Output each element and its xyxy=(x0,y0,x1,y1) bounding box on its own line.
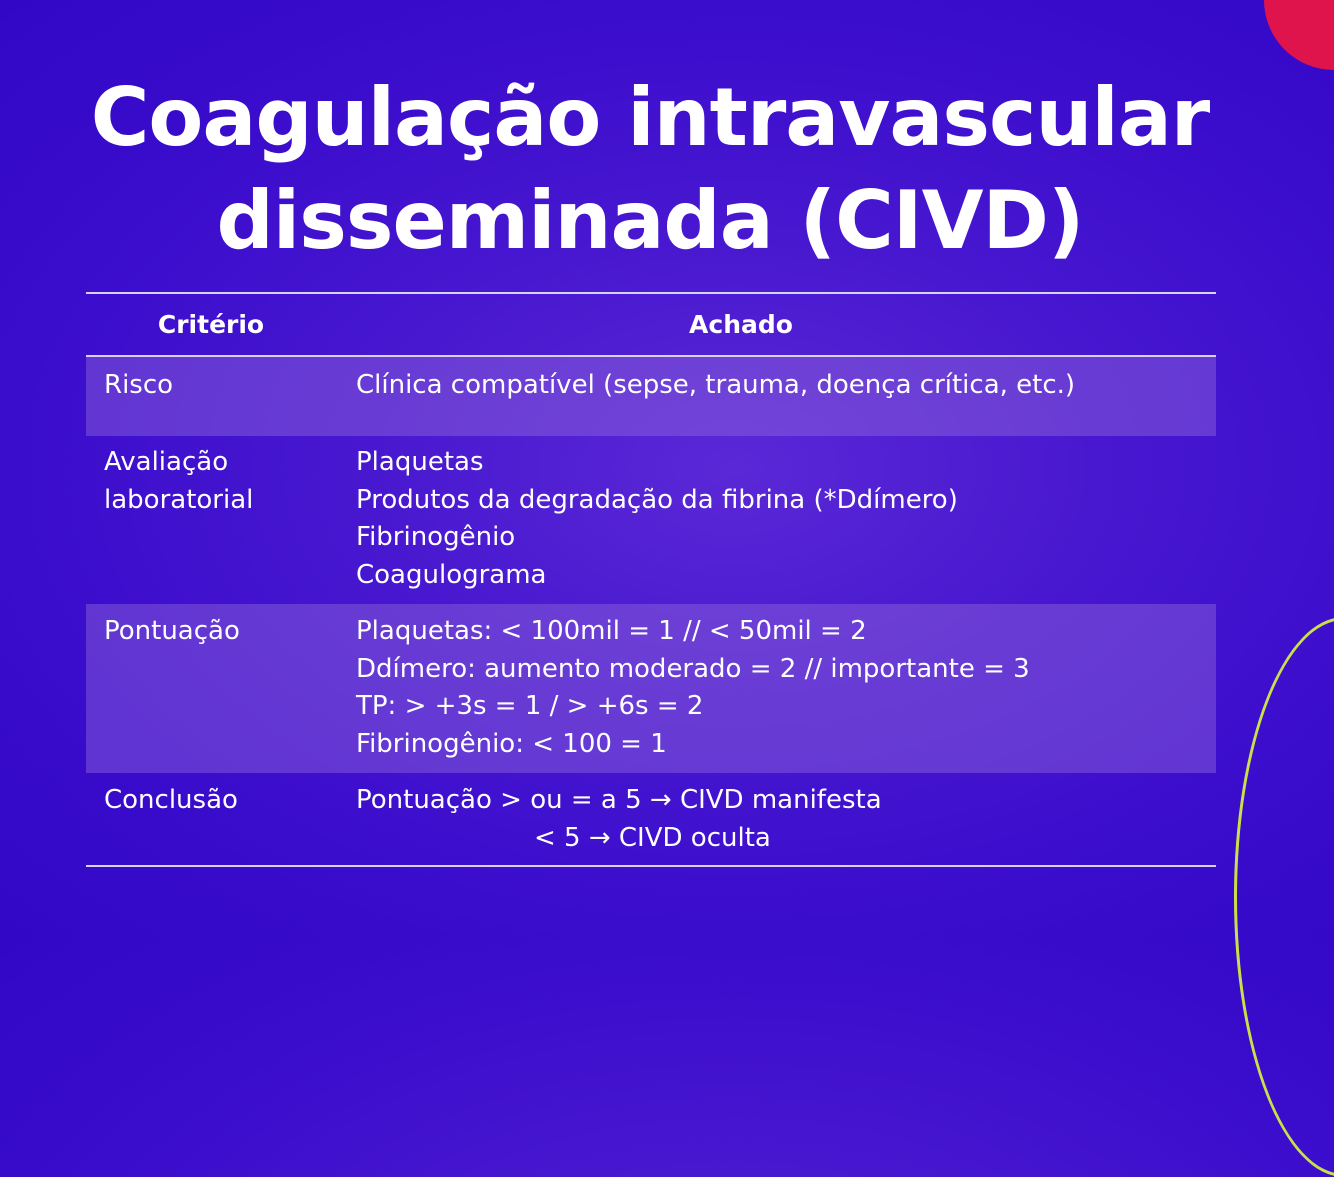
slide-title xyxy=(0,66,1300,272)
corner-accent-red xyxy=(1264,0,1334,70)
achado-cell xyxy=(356,367,1216,436)
table-bottom-rule xyxy=(86,865,1216,867)
table-row-risco xyxy=(86,357,1216,436)
table-row-avaliacao xyxy=(86,436,1216,604)
table-row-pontuacao xyxy=(86,604,1216,773)
achado-cell xyxy=(356,444,1216,604)
criterio-text: Risco xyxy=(104,370,174,400)
criterio-cell xyxy=(86,613,356,773)
achado-text: Clínica compatível (sepse, trauma, doença crítica, etc.) xyxy=(356,370,1076,400)
achado-text: Ddímero: aumento moderado = 2 // importante = 3 xyxy=(356,653,1030,684)
criterio-cell xyxy=(86,444,356,604)
achado-text: Produtos da degradação da fibrina (*Ddímero) xyxy=(356,484,958,515)
criterio-cell xyxy=(86,367,356,436)
achado-text: Plaquetas xyxy=(356,447,484,477)
achado-text: TP: > +3s = 1 / > +6s = 2 xyxy=(356,691,704,721)
achado-cell xyxy=(356,782,1216,865)
achado-text: Fibrinogênio xyxy=(356,522,516,552)
header-criterio: Critério xyxy=(157,310,265,339)
table-header-row xyxy=(86,294,1216,355)
table-row-conclusao xyxy=(86,773,1216,865)
achado-text: Plaquetas: < 100mil = 1 // < 50mil = 2 xyxy=(356,616,867,646)
achado-cell xyxy=(356,613,1216,773)
title-line-1: Coagulação intravascular xyxy=(90,71,1210,164)
criteria-table xyxy=(86,292,1216,867)
corner-accent-arc xyxy=(1234,617,1334,1177)
criterio-text: Avaliação xyxy=(104,447,229,477)
criterio-text: laboratorial xyxy=(104,484,254,515)
achado-text: Fibrinogênio: < 100 = 1 xyxy=(356,728,667,759)
achado-text: < 5 → CIVD oculta xyxy=(534,822,771,853)
achado-text: Pontuação > ou = a 5 → CIVD manifesta xyxy=(356,785,882,815)
criterio-text: Conclusão xyxy=(104,785,238,815)
title-line-2: disseminada (CIVD) xyxy=(216,174,1084,267)
achado-text: Coagulograma xyxy=(356,559,547,590)
header-achado: Achado xyxy=(689,310,793,339)
criterio-cell xyxy=(86,782,356,865)
criterio-text: Pontuação xyxy=(104,616,240,646)
